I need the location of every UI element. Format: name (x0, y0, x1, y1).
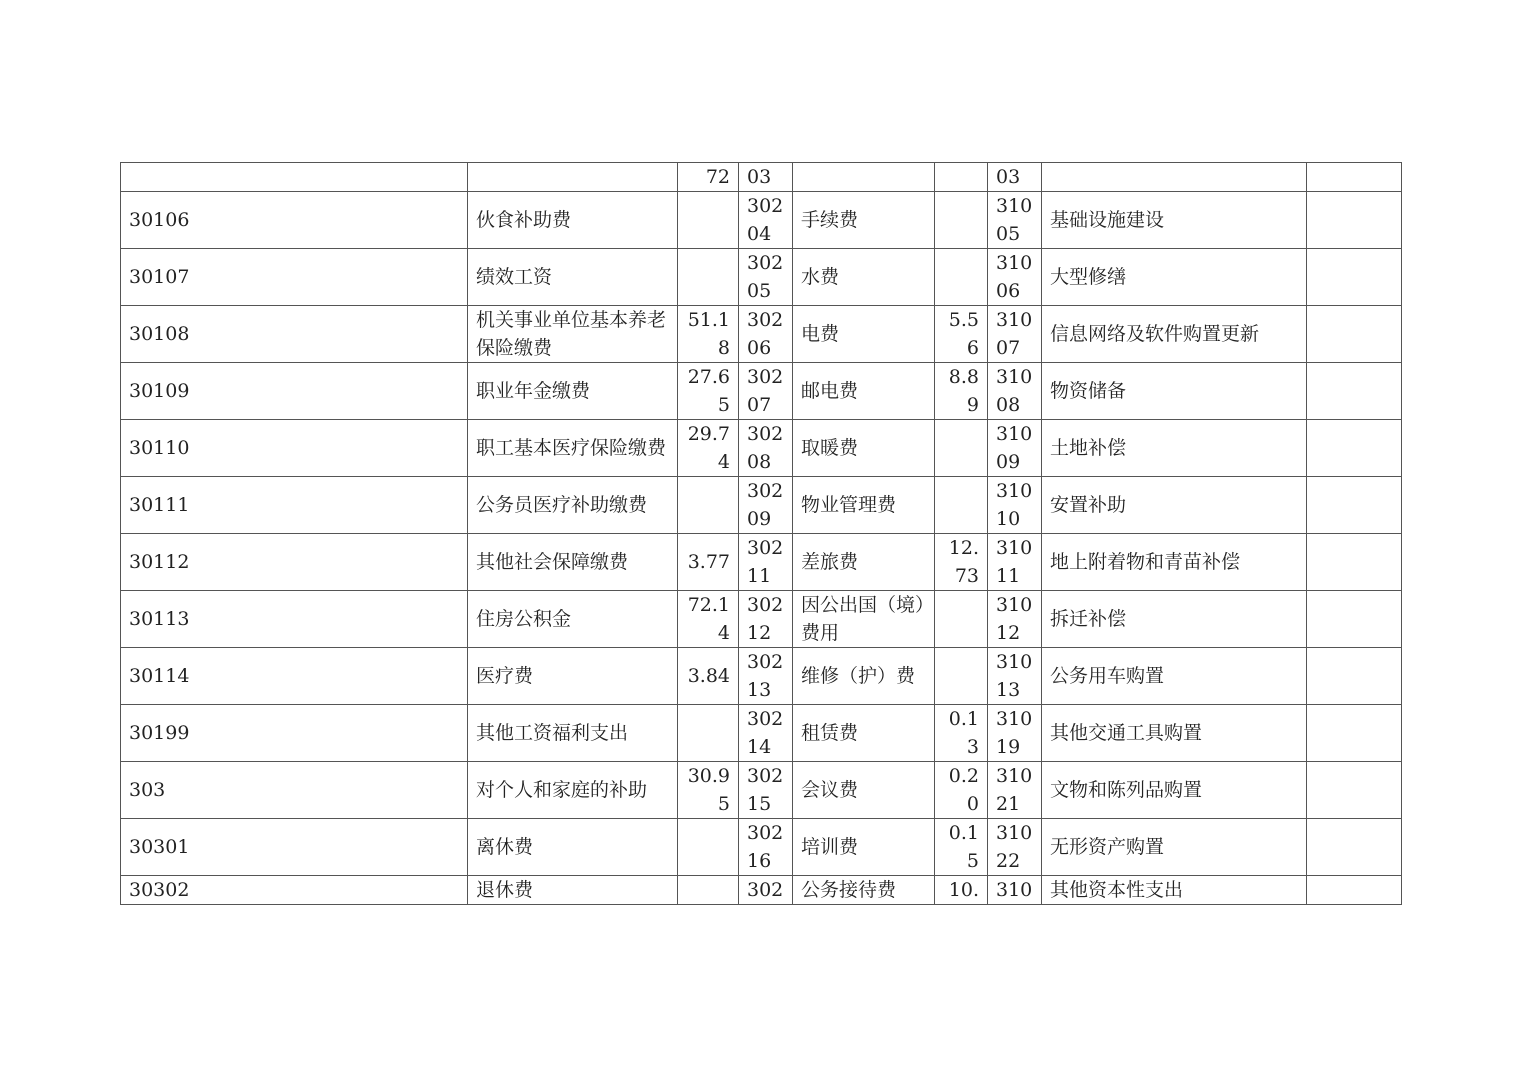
extra-cell (1307, 420, 1402, 477)
table-row (121, 477, 1402, 534)
name-3-cell: 文物和陈列品购置 (1042, 762, 1307, 819)
table-row (121, 648, 1402, 705)
name-1-cell: 医疗费 (468, 648, 678, 705)
extra-cell (1307, 192, 1402, 249)
code-2-cell: 30204 (739, 192, 793, 249)
amount-1-cell (678, 192, 739, 249)
code-2-cell: 30212 (739, 591, 793, 648)
code-2-cell: 30213 (739, 648, 793, 705)
name-2-cell: 电费 (793, 306, 935, 363)
name-3-cell: 大型修缮 (1042, 249, 1307, 306)
amount-2-cell: 0.20 (935, 762, 988, 819)
code-1-cell: 30109 (121, 363, 468, 420)
name-3-cell: 地上附着物和青苗补偿 (1042, 534, 1307, 591)
name-3-cell: 公务用车购置 (1042, 648, 1307, 705)
code-3-cell: 03 (988, 163, 1042, 192)
table-row (121, 363, 1402, 420)
table-row (121, 163, 1402, 192)
name-3-cell: 其他交通工具购置 (1042, 705, 1307, 762)
extra-cell (1307, 306, 1402, 363)
amount-2-cell (935, 648, 988, 705)
extra-cell (1307, 477, 1402, 534)
name-2-cell: 取暖费 (793, 420, 935, 477)
name-3-cell: 基础设施建设 (1042, 192, 1307, 249)
code-1-cell: 30108 (121, 306, 468, 363)
code-1-cell: 30113 (121, 591, 468, 648)
name-3-cell: 拆迁补偿 (1042, 591, 1307, 648)
name-2-cell: 会议费 (793, 762, 935, 819)
code-3-cell: 31010 (988, 477, 1042, 534)
amount-1-cell (678, 705, 739, 762)
table-row (121, 534, 1402, 591)
amount-1-cell (678, 819, 739, 876)
extra-cell (1307, 876, 1402, 905)
name-3-cell (1042, 163, 1307, 192)
amount-1-cell (678, 876, 739, 905)
name-2-cell: 租赁费 (793, 705, 935, 762)
amount-1-cell: 72.14 (678, 591, 739, 648)
name-2-cell: 公务接待费 (793, 876, 935, 905)
code-2-cell: 30205 (739, 249, 793, 306)
amount-1-cell: 51.18 (678, 306, 739, 363)
name-2-cell: 邮电费 (793, 363, 935, 420)
code-3-cell: 31022 (988, 819, 1042, 876)
code-1-cell: 30106 (121, 192, 468, 249)
amount-2-cell: 0.15 (935, 819, 988, 876)
name-2-cell: 水费 (793, 249, 935, 306)
name-1-cell: 其他工资福利支出 (468, 705, 678, 762)
name-2-cell: 培训费 (793, 819, 935, 876)
extra-cell (1307, 819, 1402, 876)
table-row (121, 306, 1402, 363)
name-2-cell: 维修（护）费 (793, 648, 935, 705)
code-3-cell: 31011 (988, 534, 1042, 591)
code-1-cell: 30199 (121, 705, 468, 762)
name-3-cell: 其他资本性支出 (1042, 876, 1307, 905)
amount-1-cell: 27.65 (678, 363, 739, 420)
table-row (121, 192, 1402, 249)
table-row (121, 819, 1402, 876)
code-1-cell: 30110 (121, 420, 468, 477)
amount-2-cell (935, 591, 988, 648)
extra-cell (1307, 363, 1402, 420)
code-2-cell: 30211 (739, 534, 793, 591)
code-3-cell: 31008 (988, 363, 1042, 420)
name-2-cell: 差旅费 (793, 534, 935, 591)
extra-cell (1307, 591, 1402, 648)
name-1-cell: 伙食补助费 (468, 192, 678, 249)
code-1-cell: 30111 (121, 477, 468, 534)
amount-1-cell: 3.84 (678, 648, 739, 705)
name-1-cell: 职业年金缴费 (468, 363, 678, 420)
name-3-cell: 物资储备 (1042, 363, 1307, 420)
code-2-cell: 30206 (739, 306, 793, 363)
code-3-cell: 31021 (988, 762, 1042, 819)
code-1-cell: 303 (121, 762, 468, 819)
extra-cell (1307, 534, 1402, 591)
code-1-cell (121, 163, 468, 192)
code-3-cell: 310 (988, 876, 1042, 905)
code-2-cell: 03 (739, 163, 793, 192)
extra-cell (1307, 648, 1402, 705)
table-row (121, 705, 1402, 762)
code-3-cell: 31005 (988, 192, 1042, 249)
extra-cell (1307, 762, 1402, 819)
name-3-cell: 无形资产购置 (1042, 819, 1307, 876)
amount-2-cell: 10. (935, 876, 988, 905)
amount-1-cell (678, 249, 739, 306)
amount-2-cell: 8.89 (935, 363, 988, 420)
code-1-cell: 30112 (121, 534, 468, 591)
name-1-cell: 退休费 (468, 876, 678, 905)
amount-2-cell (935, 163, 988, 192)
code-2-cell: 302 (739, 876, 793, 905)
code-2-cell: 30209 (739, 477, 793, 534)
code-2-cell: 30216 (739, 819, 793, 876)
name-1-cell: 离休费 (468, 819, 678, 876)
extra-cell (1307, 163, 1402, 192)
amount-2-cell (935, 477, 988, 534)
table-row (121, 420, 1402, 477)
code-2-cell: 30215 (739, 762, 793, 819)
code-2-cell: 30207 (739, 363, 793, 420)
name-2-cell: 物业管理费 (793, 477, 935, 534)
extra-cell (1307, 705, 1402, 762)
budget-table (120, 162, 1402, 905)
name-2-cell: 手续费 (793, 192, 935, 249)
name-1-cell: 绩效工资 (468, 249, 678, 306)
code-3-cell: 31007 (988, 306, 1042, 363)
code-3-cell: 31006 (988, 249, 1042, 306)
amount-1-cell (678, 477, 739, 534)
extra-cell (1307, 249, 1402, 306)
name-2-cell (793, 163, 935, 192)
name-1-cell: 公务员医疗补助缴费 (468, 477, 678, 534)
table-row (121, 591, 1402, 648)
code-3-cell: 31013 (988, 648, 1042, 705)
code-2-cell: 30214 (739, 705, 793, 762)
name-2-cell: 因公出国（境）费用 (793, 591, 935, 648)
name-1-cell: 职工基本医疗保险缴费 (468, 420, 678, 477)
table-body (121, 163, 1402, 905)
name-1-cell (468, 163, 678, 192)
amount-1-cell: 3.77 (678, 534, 739, 591)
amount-1-cell: 30.95 (678, 762, 739, 819)
amount-2-cell (935, 420, 988, 477)
amount-2-cell: 12.73 (935, 534, 988, 591)
code-3-cell: 31009 (988, 420, 1042, 477)
amount-1-cell: 72 (678, 163, 739, 192)
name-1-cell: 住房公积金 (468, 591, 678, 648)
code-3-cell: 31012 (988, 591, 1042, 648)
code-1-cell: 30107 (121, 249, 468, 306)
name-1-cell: 其他社会保障缴费 (468, 534, 678, 591)
amount-2-cell: 5.56 (935, 306, 988, 363)
name-3-cell: 土地补偿 (1042, 420, 1307, 477)
code-1-cell: 30114 (121, 648, 468, 705)
code-3-cell: 31019 (988, 705, 1042, 762)
name-3-cell: 安置补助 (1042, 477, 1307, 534)
name-1-cell: 对个人和家庭的补助 (468, 762, 678, 819)
amount-2-cell: 0.13 (935, 705, 988, 762)
table-row (121, 762, 1402, 819)
amount-2-cell (935, 192, 988, 249)
table-row (121, 876, 1402, 905)
name-1-cell: 机关事业单位基本养老保险缴费 (468, 306, 678, 363)
amount-2-cell (935, 249, 988, 306)
name-3-cell: 信息网络及软件购置更新 (1042, 306, 1307, 363)
code-1-cell: 30302 (121, 876, 468, 905)
code-1-cell: 30301 (121, 819, 468, 876)
code-2-cell: 30208 (739, 420, 793, 477)
table-row (121, 249, 1402, 306)
amount-1-cell: 29.74 (678, 420, 739, 477)
